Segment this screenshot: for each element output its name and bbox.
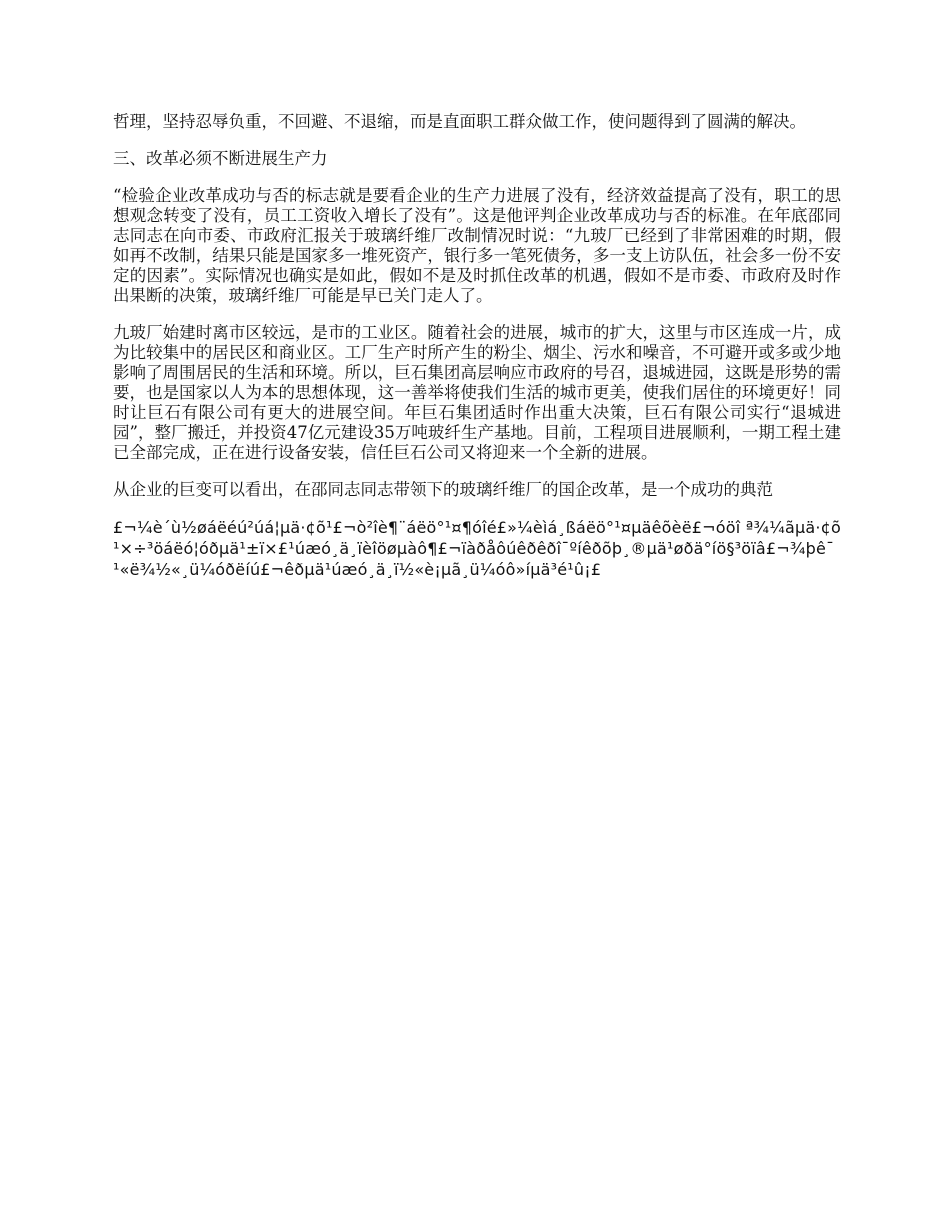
- paragraph-problem-resolution: 哲理，坚持忍辱负重，不回避、不退缩，而是直面职工群众做工作，使问题得到了圆满的解决。: [113, 112, 806, 131]
- paragraph-garbled-encoding: £¬¼è´ù½øáëéú²úá¦µä·¢õ¹£¬ò²îè¶¨áëö°¹¤¶óîé£»¼èìá¸ßáëö°¹¤µäêõèë£¬óöî ª¾¼ãµä·¢õ¹×÷³öáëó¦óðµä¹±ï×£¹úæó¸ä¸ïèîöøµàô¶£¬ïàðåôúêðêðî¯ºíêðõþ¸®µä¹øðä°íö§³öïâ£¬¾þê¯¹«ë¾½«¸ü¼óðëíú£¬êðµä¹úæó¸ä¸ï½«è¡µã¸ü¼óô»íµä³é¹û¡£: [113, 518, 841, 579]
- document-page: [113, 112, 841, 597]
- paragraph-conclusion: 从企业的巨变可以看出，在邵同志同志带领下的玻璃纤维厂的国企改革，是一个成功的典范: [113, 480, 773, 499]
- section-heading-productivity: 三、改革必须不断进展生产力: [113, 149, 328, 168]
- paragraph-reform-standard: “检验企业改革成功与否的标志就是要看企业的生产力进展了没有，经济效益提高了没有，职工的思想观念转变了没有，员工工资收入增长了没有”。这是他评判企业改革成功与否的标准。在年底邵同志同志在向市委、市政府汇报关于玻璃纤维厂改制情况时说：“九玻厂已经到了非常困难的时期，假如再不改制，结果只能是国家多一堆死资产，银行多一笔死债务，多一支上访队伍，社会多一份不安定的因素”。实际情况也确实是如此，假如不是及时抓住改革的机遇，假如不是市委、市政府及时作出果断的决策，玻璃纤维厂可能是早已关门走人了。: [113, 186, 841, 305]
- paragraph-relocation: 九玻厂始建时离市区较远，是市的工业区。随着社会的进展，城市的扩大，这里与市区连成一片，成为比较集中的居民区和商业区。工厂生产时所产生的粉尘、烟尘、污水和噪音，不可避开或多或少地影响了周围居民的生活和环境。所以，巨石集团高层响应市政府的号召，退城进园，这既是形势的需要，也是国家以人为本的思想体现，这一善举将使我们生活的城市更美，使我们居住的环境更好！同时让巨石有限公司有更大的进展空间。年巨石集团适时作出重大决策，巨石有限公司实行“退城进园”，整厂搬迁，并投资47亿元建设35万吨玻纤生产基地。目前，工程项目进展顺利，一期工程土建已全部完成，正在进行设备安装，信任巨石公司又将迎来一个全新的进展。: [113, 323, 841, 462]
